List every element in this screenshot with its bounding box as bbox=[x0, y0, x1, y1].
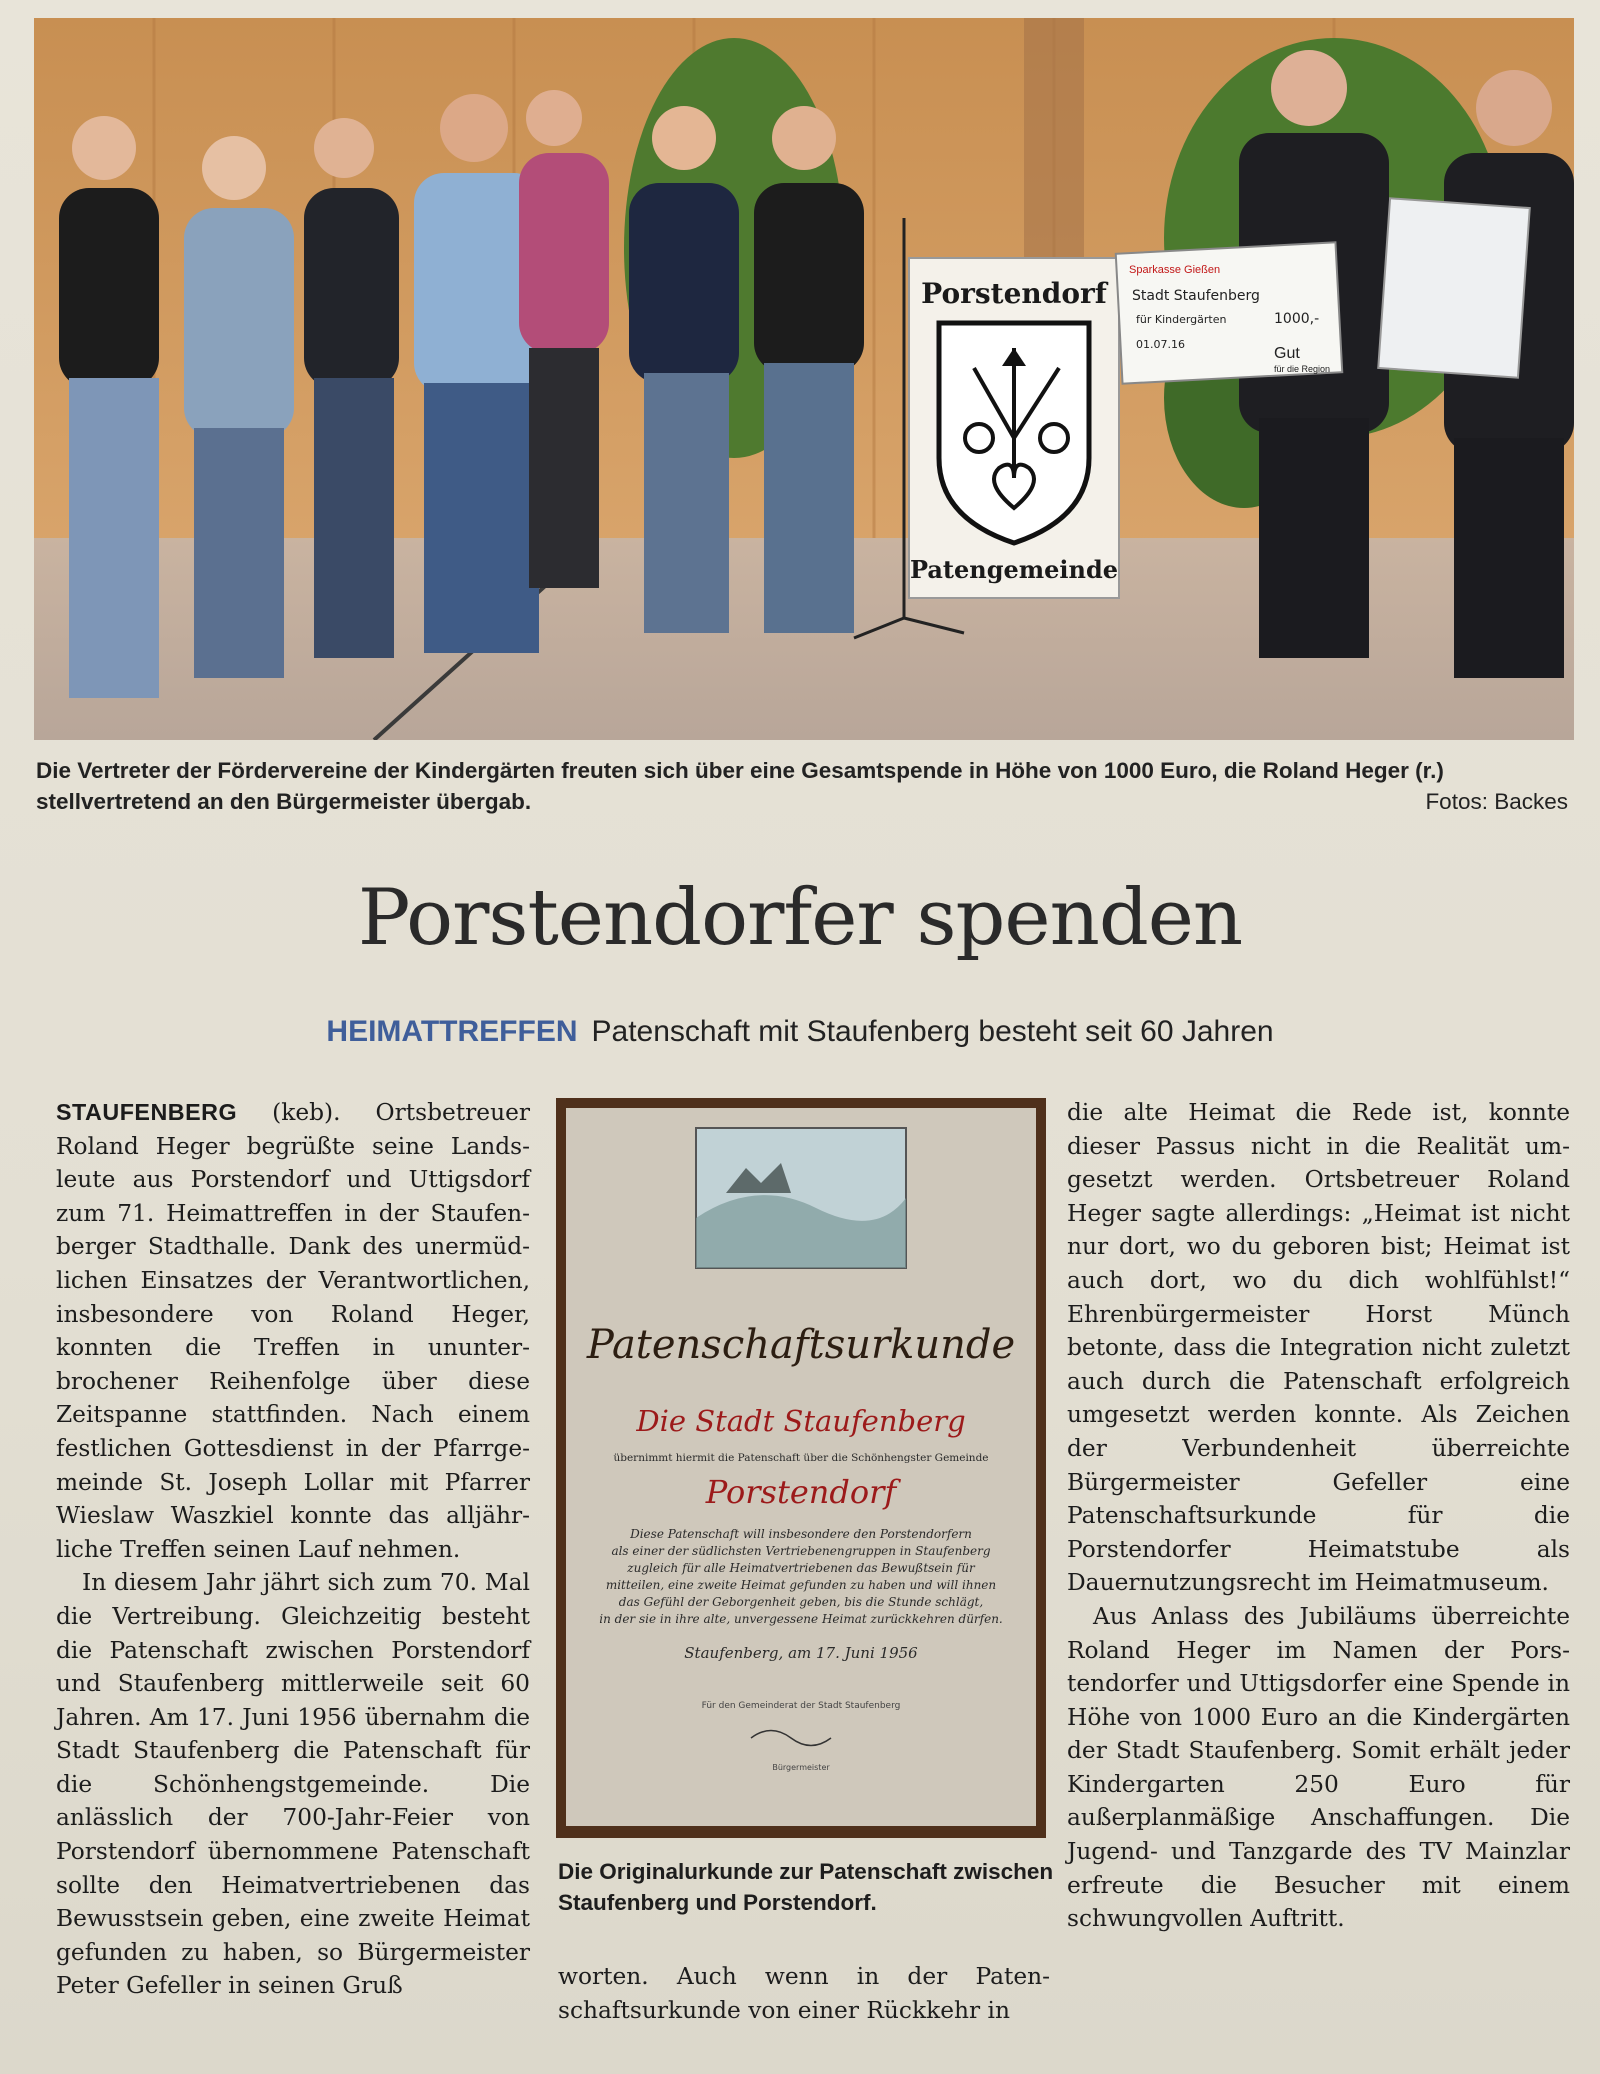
certificate-body-line: Diese Patenschaft will insbesondere den Porstendorfern bbox=[630, 1527, 972, 1541]
headline: Porstendorfer spenden bbox=[357, 873, 1243, 963]
certificate-issuer: Die Stadt Staufenberg bbox=[636, 1404, 966, 1438]
dateline: STAUFENBERG bbox=[56, 1099, 238, 1125]
sign-bottom-text: Patengemeinde bbox=[909, 555, 1119, 584]
paragraph-1-text: (keb). Ortsbetreuer Roland Heger begrüßte seine Landsleute aus Porstendorf und Uttigsdorf zum 71. Heimattreffen in der Staufenberger Stadthalle. Dank des unermüdlichen Einsatzes der Verantwortlichen, insbesondere von Roland Heger, konnten die Treffen in ununterbrochener Reihenfolge über diese Zeitspanne stattfinden. Nach einem festlichen Gottesdienst in der Pfarrgemeinde St. Joseph Lollar mit Pfarrer Wieslaw Waszkiel konnte das alljährliche Treffen seinen Lauf nehmen. bbox=[56, 1099, 530, 1563]
photo-caption-text: Die Vertreter der Fördervereine der Kindergärten freuten sich über eine Gesamtspende in Höhe von 1000 Euro, die Roland Heger (r.) stellvertretend an den Bürgermeister übergab. bbox=[36, 758, 1444, 814]
subheadline bbox=[0, 1012, 1600, 1052]
article-paragraph-2: In diesem Jahr jährt sich zum 70. Mal die Vertreibung. Gleichzeitig besteht die Patenschaft zwischen Porstendorf und Staufenberg mittlerweile seit 60 Jahren. Am 17. Juni 1956 übernahm die Stadt Staufenberg die Patenschaft für die Schönhengstgemeinde. Die anlässlich der 700-Jahr-Feier von Porstendorf übernommene Patenschaft sollte den Heimatvertriebenen das Bewusstsein geben, eine zweite Heimat gefunden zu haben, so Bürgermeister Peter Gefeller in seinen Gruß bbox=[56, 1569, 530, 2000]
group-photo-illustration bbox=[34, 18, 1574, 740]
photo-caption bbox=[36, 755, 1576, 817]
certificate-title: Patenschaftsurkunde bbox=[586, 1322, 1016, 1368]
certificate-date: Staufenberg, am 17. Juni 1956 bbox=[684, 1644, 918, 1662]
cheque-bank: Sparkasse Gießen bbox=[1129, 264, 1221, 276]
cheque-payee: Stadt Staufenberg bbox=[1132, 288, 1260, 304]
certificate-body-line: mitteilen, eine zweite Heimat gefunden zu haben und will ihnen bbox=[605, 1578, 997, 1592]
article-paragraph-3: die alte Heimat die Rede ist, konnte dieser Passus nicht in die Realität umgesetzt werden. Ortsbetreuer Roland Heger sagte allerdings: „Heimat ist nicht nur dort, wo du geboren bist; Heimat ist auch dort, wo du dich wohlfühlst!“ Ehrenbürgermeister Horst Münch betonte, dass die Integration nicht zuletzt auch durch die Patenschaft erfolgreich umgesetzt werden konnte. Als Zeichen der Verbundenheit überreichte Bürgermeister Gefeller eine Patenschaftsurkunde für die Porstendorfer Heimatstube als Dauernutzungsrecht im Heimatmuseum. bbox=[1067, 1099, 1570, 1597]
cheque-date: 01.07.16 bbox=[1136, 338, 1185, 351]
subheadline-text: Patenschaft mit Staufenberg besteht seit 60 Jahren bbox=[591, 1015, 1274, 1048]
photo-credit: Fotos: Backes bbox=[1425, 789, 1568, 814]
certificate-caption: Die Originalurkunde zur Patenschaft zwischen Staufenberg und Porstendorf. bbox=[558, 1859, 1054, 1915]
donation-cheque bbox=[1116, 242, 1343, 383]
certificate-town: Porstendorf bbox=[705, 1473, 897, 1511]
cheque-amount: 1000,- bbox=[1274, 311, 1320, 327]
article-paragraph-1 bbox=[56, 1096, 530, 1566]
certificate-council: Für den Gemeinderat der Stadt Staufenberg bbox=[701, 1701, 901, 1711]
certificate-small-line: übernimmt hiermit die Patenschaft über die Schönhengster Gemeinde bbox=[613, 1452, 989, 1464]
porstendorf-sign bbox=[909, 258, 1119, 598]
article-column-1 bbox=[56, 1096, 530, 2003]
article-column-2-tail: worten. Auch wenn in der Patenschaftsurkunde von einer Rückkehr in bbox=[558, 1963, 1050, 2024]
article-paragraph-4: Aus Anlass des Jubiläums überreichte Roland Heger im Namen der Porstendorfer und Uttigsdorfer eine Spende in Höhe von 1000 Euro an die Kindergärten der Stadt Staufenberg. Somit erhält jeder Kindergarten 250 Euro für außerplanmäßige Anschaffungen. Die Jugend- und Tanzgarde des TV Mainzlar erfreute die Besucher mit einem schwungvollen Auftritt. bbox=[1067, 1602, 1570, 1933]
cheque-gut: Gut bbox=[1274, 345, 1300, 362]
certificate-body-line: zugleich für alle Heimatvertriebenen das Bewußtsein für bbox=[627, 1561, 975, 1575]
certificate-body-line: als einer der südlichsten Vertriebenengruppen in Staufenberg bbox=[611, 1544, 991, 1558]
certificate-role: Bürgermeister bbox=[772, 1763, 830, 1772]
certificate-photo bbox=[556, 1098, 1046, 1838]
group-photo bbox=[34, 18, 1574, 740]
sign-top-text: Porstendorf bbox=[921, 277, 1107, 310]
article-column-3 bbox=[1067, 1096, 1570, 1936]
certificate-body-line: in der sie in ihre alte, unvergessene Heimat zurückkehren dürfen. bbox=[599, 1612, 1003, 1626]
cheque-gut-sub: für die Region bbox=[1274, 364, 1331, 374]
section-kicker: HEIMATTREFFEN bbox=[326, 1015, 578, 1048]
certificate-illustration bbox=[556, 1098, 1046, 1838]
certificate-body-line: das Gefühl der Geborgenheit geben, bis die Stunde schlägt, bbox=[618, 1595, 984, 1609]
framed-certificate-photo bbox=[1378, 198, 1530, 377]
cheque-purpose: für Kindergärten bbox=[1136, 313, 1227, 326]
